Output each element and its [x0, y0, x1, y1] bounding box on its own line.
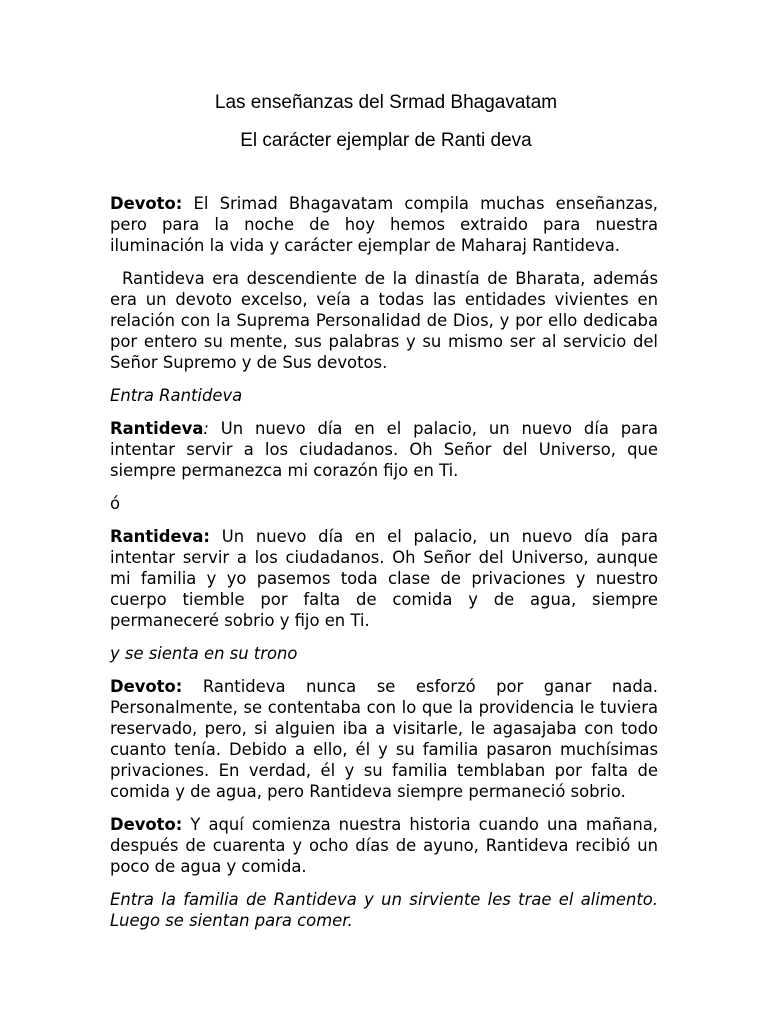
stage-direction: y se sienta en su trono: [110, 644, 298, 663]
stage-direction: Entra la familia de Rantideva y un sirviente les trae el alimento. Luego se sientan para comer.: [110, 890, 658, 930]
paragraph-text: El Srimad Bhagavatam compila muchas enseñanzas, pero para la noche de hoy hemos extraido para nuestra iluminación la vida y carácter ejemplar de Maharaj Rantideva.: [110, 194, 658, 255]
stage-direction: Entra Rantideva: [110, 386, 243, 405]
speaker-label: Devoto:: [110, 677, 183, 696]
speaker-label: Rantideva:: [110, 527, 210, 546]
paragraph-devoto-intro: [110, 193, 658, 256]
paragraph-devoto-story-start: [110, 814, 658, 877]
paragraph-text: Y aquí comienza nuestra historia cuando una mañana, después de cuarenta y ocho días de ayuno, Rantideva recibió un poco de agua y comida.: [110, 815, 658, 876]
paragraph-text: Un nuevo día en el palacio, un nuevo día para intentar servir a los ciudadanos. Oh Señor del Universo, que siempre permanezca mi corazón fijo en Ti.: [110, 419, 658, 480]
paragraph-text: Rantideva nunca se esforzó por ganar nada. Personalmente, se contentaba con lo que la providencia le tuviera reservado, pero, si alguien iba a visitarle, le agasajaba con todo cuanto tenía. Debido a ello, él y su familia pasaron muchísimas privaciones. En verdad, él y su familia temblaban por falta de comida y de agua, pero Rantideva siempre permaneció sobrio.: [110, 677, 658, 801]
paragraph-rantideva-line-2: [110, 526, 658, 631]
paragraph-text: Rantideva era descendiente de la dinastía de Bharata, además era un devoto excelso, veía a todas las entidades vivientes en relación con la Suprema Personalidad de Dios, y por ello dedicaba por entero su mente, sus palabras y su mismo ser al servicio del Señor Supremo y de Sus devotos.: [110, 269, 658, 372]
alternative-marker: ó: [110, 494, 121, 513]
paragraph-devoto-narration: [110, 676, 658, 802]
speaker-label: Rantideva: [110, 419, 204, 438]
paragraph-rantideva-line-1: [110, 418, 658, 481]
speaker-colon: :: [203, 419, 209, 438]
document-subtitle: El carácter ejemplar de Ranti deva: [240, 130, 532, 151]
speaker-label: Devoto:: [110, 194, 183, 213]
paragraph-text: Un nuevo día en el palacio, un nuevo día para intentar servir a los ciudadanos. Oh Señor del Universo, aunque mi familia y yo pasemos toda clase de privaciones y nuestro cuerpo tiemble por falta de comida y de agua, siempre permaneceré sobrio y fijo en Ti.: [110, 527, 658, 630]
speaker-label: Devoto:: [110, 815, 183, 834]
document-title: Las enseñanzas del Srmad Bhagavatam: [214, 92, 558, 113]
document-body: [110, 193, 658, 943]
paragraph-rantideva-description: [110, 268, 658, 373]
